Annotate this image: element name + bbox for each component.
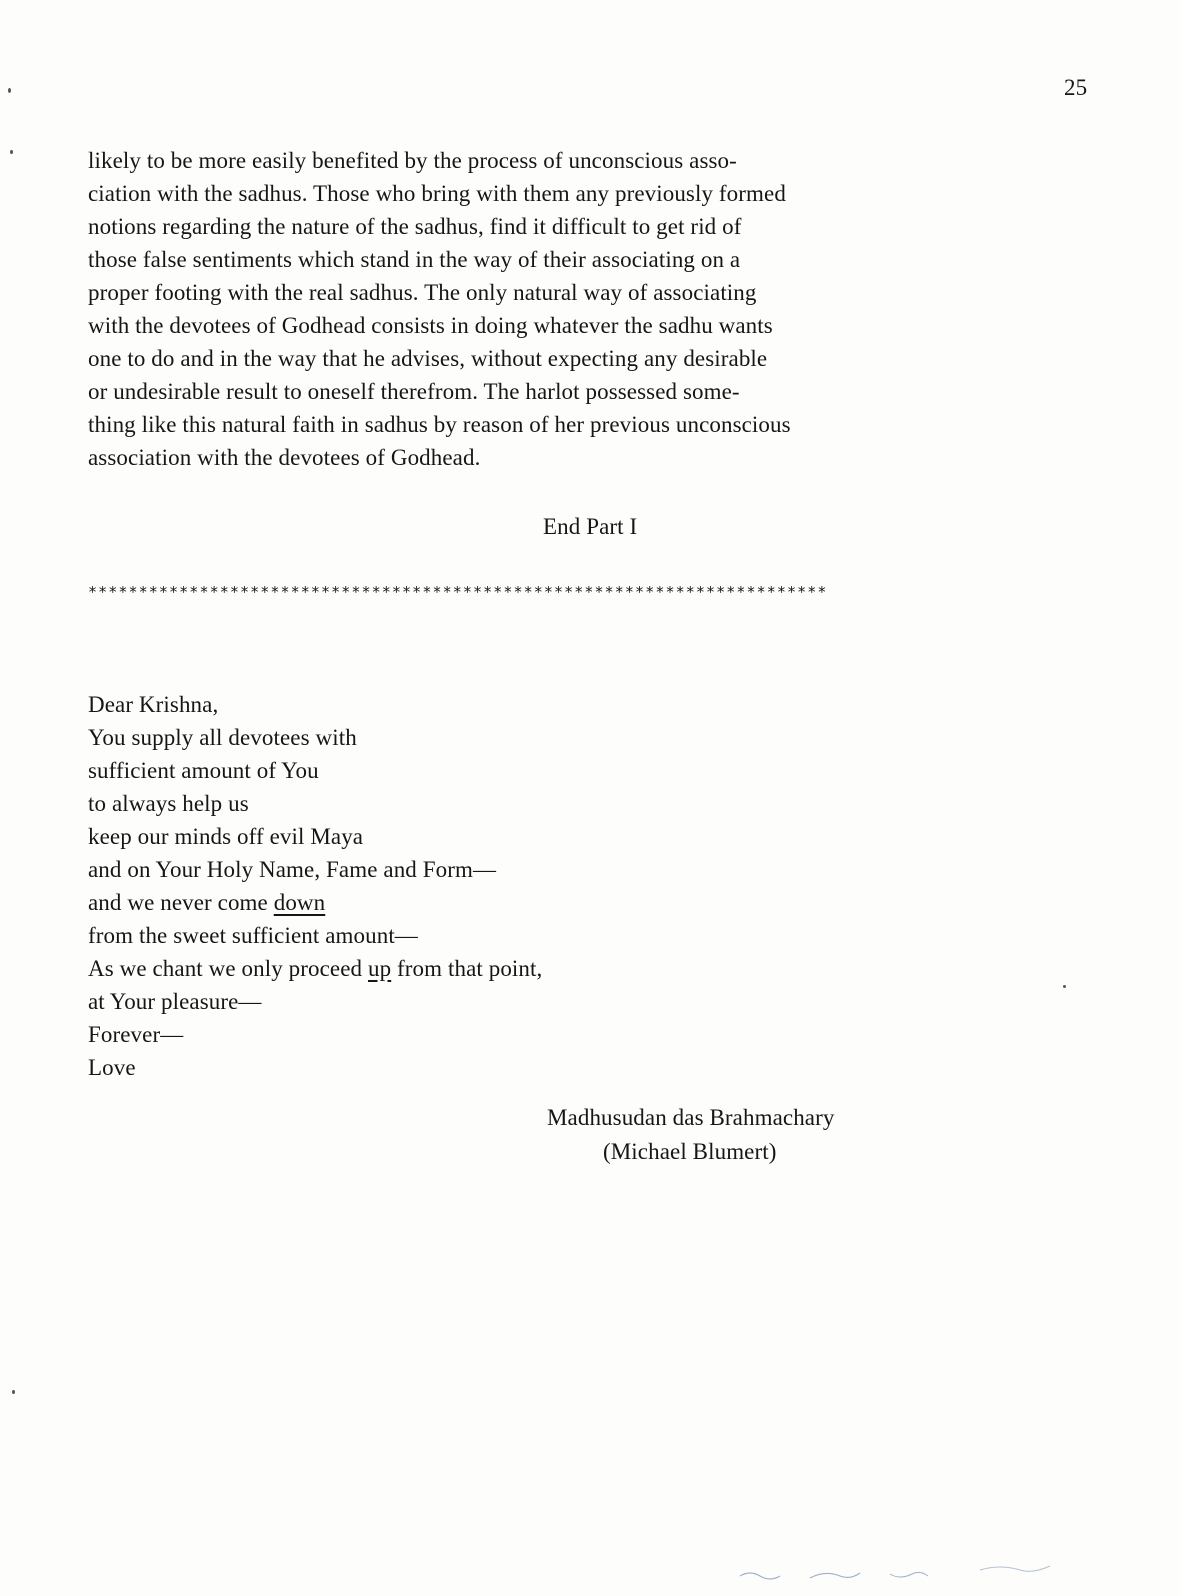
scan-smudge xyxy=(720,1556,1080,1586)
poem-line: You supply all devotees with xyxy=(88,725,357,750)
signature-name: Madhusudan das Brahmachary xyxy=(547,1105,835,1130)
paragraph-line: one to do and in the way that he advises, without expecting any desirable xyxy=(88,346,768,371)
scan-speck xyxy=(8,88,11,93)
signature-legal-name: (Michael Blumert) xyxy=(603,1139,777,1164)
signature-block xyxy=(547,1101,834,1169)
paragraph-line: ciation with the sadhus. Those who bring with them any previously formed xyxy=(88,181,786,206)
poem-line: Love xyxy=(88,1055,136,1080)
scan-speck xyxy=(10,150,13,154)
paragraph-line: thing like this natural faith in sadhus by reason of her previous unconscious xyxy=(88,412,791,437)
poem-line: at Your pleasure— xyxy=(88,989,262,1014)
poem-line: and on Your Holy Name, Fame and Form— xyxy=(88,857,497,882)
poem-line xyxy=(88,952,788,985)
underlined-word-up: up xyxy=(367,956,392,981)
poem-text: As we chant we only proceed xyxy=(88,956,368,981)
paragraph-line: notions regarding the nature of the sadhus, find it difficult to get rid of xyxy=(88,214,742,239)
paragraph-line: or undesirable result to oneself therefrom. The harlot possessed some- xyxy=(88,379,740,404)
asterisk-divider: ************************************************************************* xyxy=(88,583,828,601)
poem-line: to always help us xyxy=(88,791,249,816)
page-number: 25 xyxy=(1064,75,1088,100)
paragraph-line: proper footing with the real sadhus. The only natural way of associating xyxy=(88,280,757,305)
poem-line xyxy=(88,886,788,919)
poem-text: and we never come xyxy=(88,890,274,915)
poem-line: sufficient amount of You xyxy=(88,758,319,783)
poem-line: Dear Krishna, xyxy=(88,692,219,717)
scan-speck xyxy=(1063,985,1066,988)
scan-speck xyxy=(12,1390,15,1394)
underlined-word-down: down xyxy=(273,890,326,915)
paragraph-line: likely to be more easily benefited by the process of unconscious asso- xyxy=(88,148,737,173)
poem-text: from that point, xyxy=(391,956,543,981)
paragraph-line: those false sentiments which stand in the way of their associating on a xyxy=(88,247,741,272)
paragraph-line: with the devotees of Godhead consists in doing whatever the sadhu wants xyxy=(88,313,773,338)
body-paragraph xyxy=(88,144,1048,474)
paragraph-line: association with the devotees of Godhead. xyxy=(88,445,481,470)
end-part-heading: End Part I xyxy=(543,514,638,539)
poem-line: Forever— xyxy=(88,1022,184,1047)
poem-line: from the sweet sufficient amount— xyxy=(88,923,418,948)
poem-line: keep our minds off evil Maya xyxy=(88,824,364,849)
poem xyxy=(88,688,788,1084)
